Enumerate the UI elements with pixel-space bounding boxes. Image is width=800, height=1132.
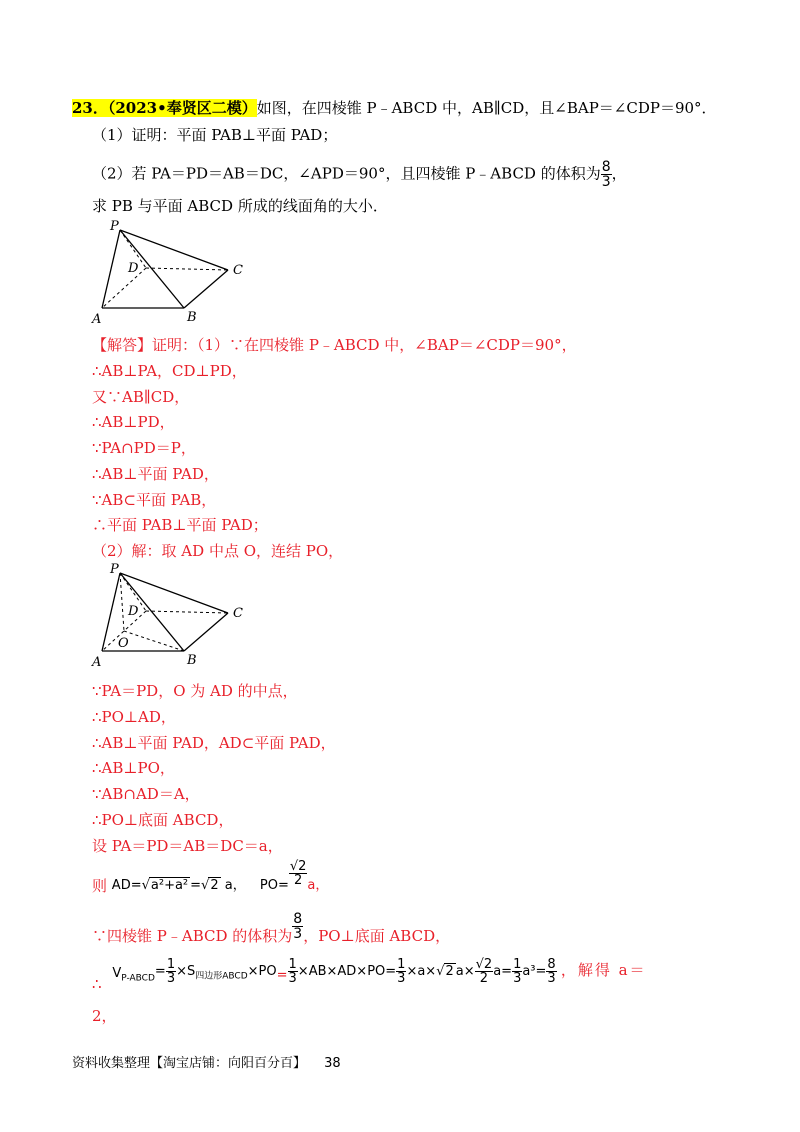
po-a: a， — [307, 878, 329, 893]
ad-eq: = — [190, 878, 202, 893]
volume-given-post: ，PO⊥底面 ABCD， — [303, 926, 451, 945]
sqrt-2: 2 — [445, 964, 454, 979]
sol-line-16: 设 PA＝PD＝AB＝DC＝a， — [92, 837, 283, 855]
fig2-label-C: C — [233, 606, 243, 621]
sol-line-15: ∴PO⊥底面 ABCD， — [92, 811, 234, 829]
et-n: 8 — [547, 957, 556, 972]
fig1-label-D: D — [128, 261, 139, 276]
page-number: 38 — [324, 1056, 341, 1071]
volume-given-text: ∵四棱锥 P﹣ABCD 的体积为 — [92, 926, 293, 945]
fig1-label-A: A — [92, 312, 102, 327]
r2-n: √2 — [475, 957, 493, 972]
therefore-sign: ∴ — [92, 975, 102, 993]
eq-2: = — [276, 968, 288, 983]
eight-thirds — [546, 958, 556, 985]
sol-line-3: 又∵AB∥CD， — [92, 388, 190, 406]
times-po: ×PO — [247, 964, 277, 979]
mid-expr: ×AB×AD×PO= — [297, 964, 397, 979]
sol-line-8: ∴平面 PAB⊥平面 PAD； — [92, 516, 268, 534]
problem-part2-line2: 求 PB 与平面 ABCD 所成的线面角的大小． — [92, 197, 388, 215]
ot3-d: 3 — [397, 971, 406, 986]
po-den: 2 — [293, 873, 303, 888]
problem-part2 — [92, 160, 627, 189]
fig2-label-D: D — [128, 604, 139, 619]
volume-fraction-2 — [292, 912, 303, 941]
sol-line-2: ∴AB⊥PA，CD⊥PD， — [92, 362, 247, 380]
problem-stem: 如图，在四棱锥 P﹣ABCD 中，AB∥CD，且∠BAP＝∠CDP＝90°． — [256, 99, 717, 117]
sol-line-7: ∵AB⊂平面 PAB， — [92, 491, 217, 509]
a-eq: a= — [493, 964, 513, 979]
sol-line-11: ∴PO⊥AD， — [92, 708, 176, 726]
part2-post: ， — [611, 164, 627, 183]
one-third-1 — [166, 958, 176, 985]
volume-equation: $V_{P-ABCD}=$ $\frac{1}{3}$ $\times S_{四边形ABCD}\times PO=$ $\frac{1}{3}$ ×AB×AD×PO= $\frac{1}{3}$ ×a×√2 a× $\frac{√2}{2}$ a= $\frac{1}{3}$ a³= $\frac{8}{3}$ — [112, 957, 556, 986]
fig1-label-P: P — [110, 220, 119, 234]
ot4-n: 1 — [513, 957, 522, 972]
s-symbol: ×S — [176, 964, 196, 979]
problem-part1: （1）证明：平面 PAB⊥平面 PAD； — [92, 126, 338, 144]
po-expression — [259, 859, 329, 893]
ad-expression: AD=√a²+a² =√2 a， — [111, 878, 246, 893]
sol-line-12: ∴AB⊥平面 PAD，AD⊂平面 PAD， — [92, 734, 336, 752]
frac-num: 8 — [601, 159, 611, 175]
volume-fraction — [601, 160, 612, 189]
ot1-n: 1 — [166, 957, 176, 972]
a-cubed: a³= — [522, 964, 547, 979]
sol-line-19 — [92, 957, 647, 993]
sol-line-4: ∴AB⊥PD， — [92, 413, 175, 431]
vol2-num: 8 — [293, 911, 303, 927]
sol-line-13: ∴AB⊥PO， — [92, 759, 175, 777]
one-third-3 — [396, 958, 406, 985]
fig2-label-O: O — [118, 636, 129, 651]
ot3-n: 1 — [397, 957, 406, 972]
ot2-n: 1 — [288, 957, 297, 972]
sol-line-18 — [92, 911, 451, 945]
fig1-label-C: C — [233, 263, 243, 278]
problem-number: 23． — [72, 99, 108, 117]
vol2-den: 3 — [293, 926, 303, 942]
r2-d: 2 — [479, 971, 489, 986]
sol-line-20: 2， — [92, 1007, 117, 1025]
sol-line-6: ∴AB⊥平面 PAD， — [92, 465, 219, 483]
a-times: a× — [455, 964, 475, 979]
po-num: √2 — [289, 859, 307, 874]
root2-over-2 — [475, 958, 494, 985]
fig2-label-B: B — [187, 653, 197, 668]
sol-line-5: ∵PA∩PD＝P， — [92, 439, 196, 457]
s-sub: 四边形ABCD — [195, 971, 248, 982]
v-symbol — [112, 966, 155, 984]
mid-expr-2: ×a× — [406, 964, 437, 979]
sol-line-14: ∵AB∩AD＝A， — [92, 785, 200, 803]
one-third-4 — [512, 958, 522, 985]
ad-a: a， — [224, 878, 246, 893]
fig2-label-A: A — [92, 655, 102, 670]
sol-line-9: （2）解：取 AD 中点 O，连结 PO， — [92, 542, 344, 560]
et-d: 3 — [547, 971, 556, 986]
v-letter: V — [112, 966, 122, 981]
pyramid-figure-2 — [88, 563, 258, 671]
ad-label: AD= — [111, 878, 142, 893]
solve-text: ，解得 a＝ — [560, 961, 647, 979]
sol-line-17 — [92, 859, 329, 895]
ot1-d: 3 — [166, 971, 176, 986]
ad-sqrt2: 2 — [210, 878, 219, 893]
sol-line-1: 【解答】证明：（1）∵在四棱锥 P﹣ABCD 中，∠BAP＝∠CDP＝90°， — [92, 336, 577, 354]
sol-line-10: ∵PA＝PD，O 为 AD 的中点， — [92, 682, 298, 700]
one-third-2 — [288, 958, 298, 985]
po-label: PO= — [259, 878, 289, 893]
problem-source: （2023•奉贤区二模） — [107, 99, 257, 117]
problem-header — [72, 97, 717, 118]
ot4-d: 3 — [513, 971, 522, 986]
ot2-d: 3 — [288, 971, 297, 986]
footer — [72, 1052, 341, 1071]
v-sub: P-ABCD — [121, 973, 155, 984]
pyramid-figure-1 — [88, 220, 258, 328]
frac-den: 3 — [601, 174, 611, 190]
footer-text: 资料收集整理【淘宝店铺：向阳百分百】 — [72, 1056, 307, 1071]
ad-radicand: a²+a² — [150, 878, 189, 893]
then-text: 则 — [92, 877, 108, 895]
eq-1: = — [154, 964, 166, 979]
fig1-label-B: B — [187, 310, 197, 325]
fig2-label-P: P — [110, 563, 119, 577]
po-frac — [289, 860, 308, 887]
part2-text: （2）若 PA＝PD＝AB＝DC，∠APD＝90°，且四棱锥 P﹣ABCD 的体积为 — [92, 164, 601, 183]
